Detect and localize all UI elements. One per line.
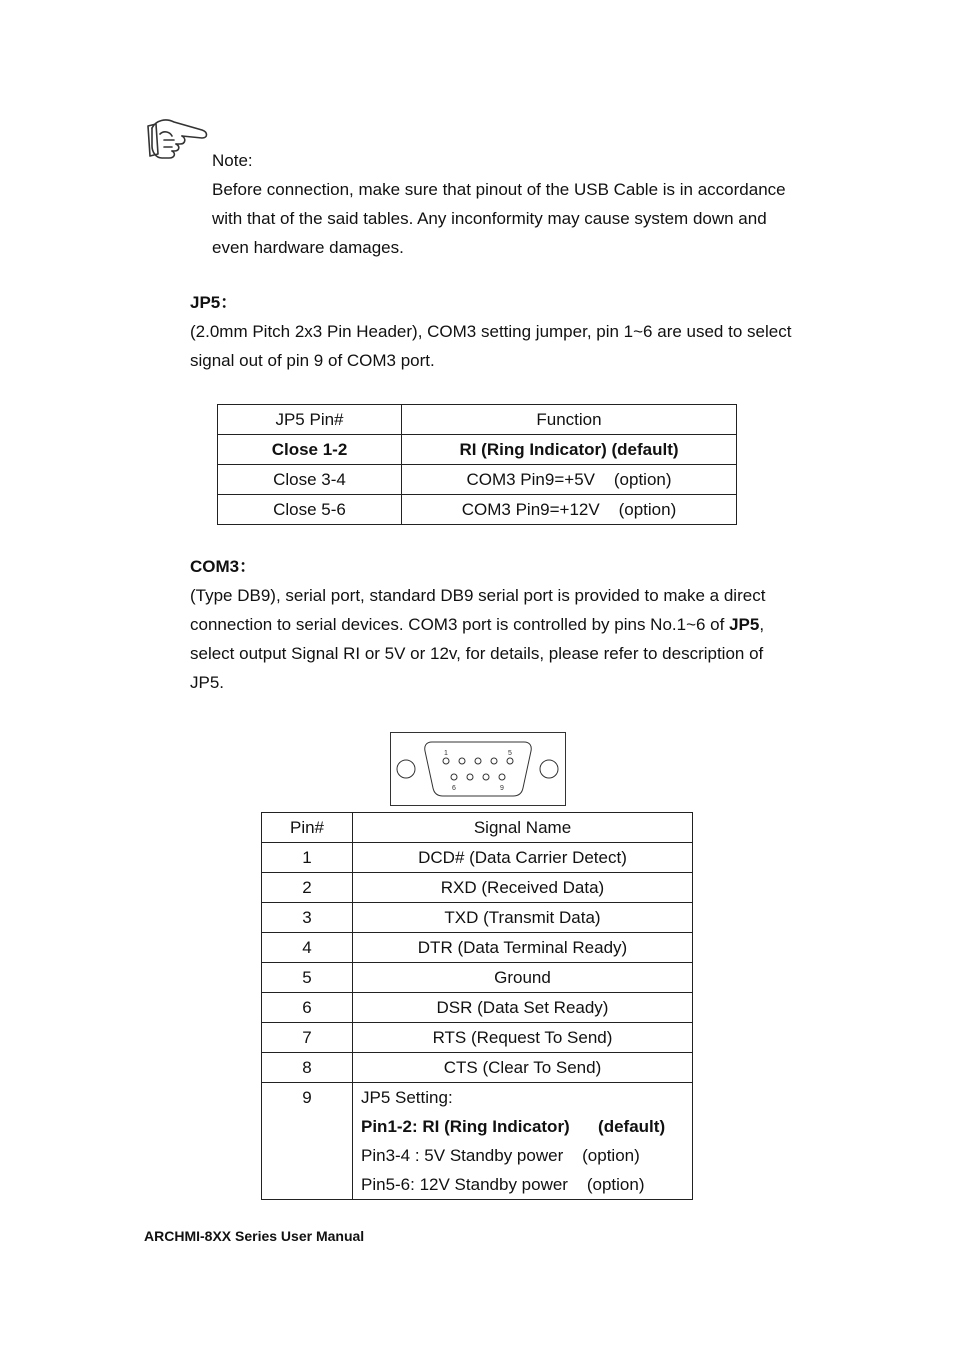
- table-cell: COM3 Pin9=+12V (option): [402, 495, 737, 525]
- com3-desc-line: JP5.: [190, 673, 225, 692]
- table-cell: 3: [262, 903, 353, 933]
- jp5-title: JP5：: [190, 293, 238, 312]
- jp5-setting-line: Pin1-2: RI (Ring Indicator) (default): [361, 1117, 666, 1136]
- table-cell: RTS (Request To Send): [353, 1023, 693, 1053]
- table-header-cell: Function: [402, 405, 737, 435]
- com3-desc-line: [190, 610, 820, 639]
- com3-desc-comma: ,: [759, 615, 765, 634]
- table-cell: 9: [262, 1083, 353, 1200]
- table-row: [218, 495, 737, 525]
- note-block: [212, 146, 812, 262]
- note-line: even hardware damages.: [212, 238, 404, 257]
- com3-desc-line: select output Signal RI or 5V or 12v, for details, please refer to description of: [190, 644, 764, 663]
- table-cell: RI (Ring Indicator) (default): [402, 435, 737, 465]
- table-cell: COM3 Pin9=+5V (option): [402, 465, 737, 495]
- table-cell: RXD (Received Data): [353, 873, 693, 903]
- table-header-cell: Pin#: [262, 813, 353, 843]
- table-cell: Ground: [353, 963, 693, 993]
- table-cell: Close 1-2: [218, 435, 402, 465]
- table-header-row: [262, 813, 693, 843]
- jp5-setting-line: Pin3-4 : 5V Standby power (option): [361, 1146, 640, 1165]
- table-cell: TXD (Transmit Data): [353, 903, 693, 933]
- table-header-row: [218, 405, 737, 435]
- table-row: [262, 963, 693, 993]
- jp5-desc-line: signal out of pin 9 of COM3 port.: [190, 351, 435, 370]
- table-cell: 4: [262, 933, 353, 963]
- db9-connector-icon: [390, 732, 566, 806]
- note-label: Note:: [212, 151, 253, 170]
- note-line: Before connection, make sure that pinout of the USB Cable is in accordance: [212, 180, 786, 199]
- table-cell: 5: [262, 963, 353, 993]
- table-cell: 7: [262, 1023, 353, 1053]
- table-cell: DSR (Data Set Ready): [353, 993, 693, 1023]
- table-cell: 8: [262, 1053, 353, 1083]
- table-cell: DCD# (Data Carrier Detect): [353, 843, 693, 873]
- table-row: [262, 1053, 693, 1083]
- note-line: with that of the said tables. Any inconformity may cause system down and: [212, 209, 767, 228]
- pointing-hand-icon: [146, 114, 210, 168]
- jp5-desc-line: (2.0mm Pitch 2x3 Pin Header), COM3 setting jumper, pin 1~6 are used to select: [190, 322, 792, 341]
- com3-desc-jp5: JP5: [729, 615, 760, 634]
- jp5-setting-cell: [353, 1083, 693, 1200]
- table-row: [218, 465, 737, 495]
- table-cell: 1: [262, 843, 353, 873]
- pin-label-6: 6: [452, 785, 456, 792]
- table-row: [218, 435, 737, 465]
- table-row: [262, 903, 693, 933]
- table-row: [262, 843, 693, 873]
- com3-title: COM3：: [190, 557, 257, 576]
- com3-desc-line: (Type DB9), serial port, standard DB9 serial port is provided to make a direct: [190, 586, 766, 605]
- jp5-table: [217, 404, 737, 525]
- com3-desc-text: connection to serial devices. COM3 port is controlled by pins No.1~6 of: [190, 615, 730, 634]
- table-header-cell: JP5 Pin#: [218, 405, 402, 435]
- table-row: [262, 873, 693, 903]
- jp5-setting-line: JP5 Setting:: [361, 1088, 453, 1107]
- table-row-pin9: [262, 1083, 693, 1200]
- table-row: [262, 993, 693, 1023]
- table-cell: 2: [262, 873, 353, 903]
- com3-section: [190, 552, 820, 697]
- jp5-section: [190, 288, 820, 375]
- table-row: [262, 1023, 693, 1053]
- table-cell: 6: [262, 993, 353, 1023]
- com3-pin-table: [261, 812, 693, 1200]
- pin-label-1: 1: [444, 750, 448, 757]
- jp5-setting-line: Pin5-6: 12V Standby power (option): [361, 1175, 645, 1194]
- table-row: [262, 933, 693, 963]
- pin-label-9: 9: [500, 785, 504, 792]
- table-cell: DTR (Data Terminal Ready): [353, 933, 693, 963]
- table-cell: Close 5-6: [218, 495, 402, 525]
- table-cell: Close 3-4: [218, 465, 402, 495]
- pin-label-5: 5: [508, 750, 512, 757]
- table-cell: CTS (Clear To Send): [353, 1053, 693, 1083]
- table-header-cell: Signal Name: [353, 813, 693, 843]
- footer-manual-title: ARCHMI-8XX Series User Manual: [144, 1228, 365, 1244]
